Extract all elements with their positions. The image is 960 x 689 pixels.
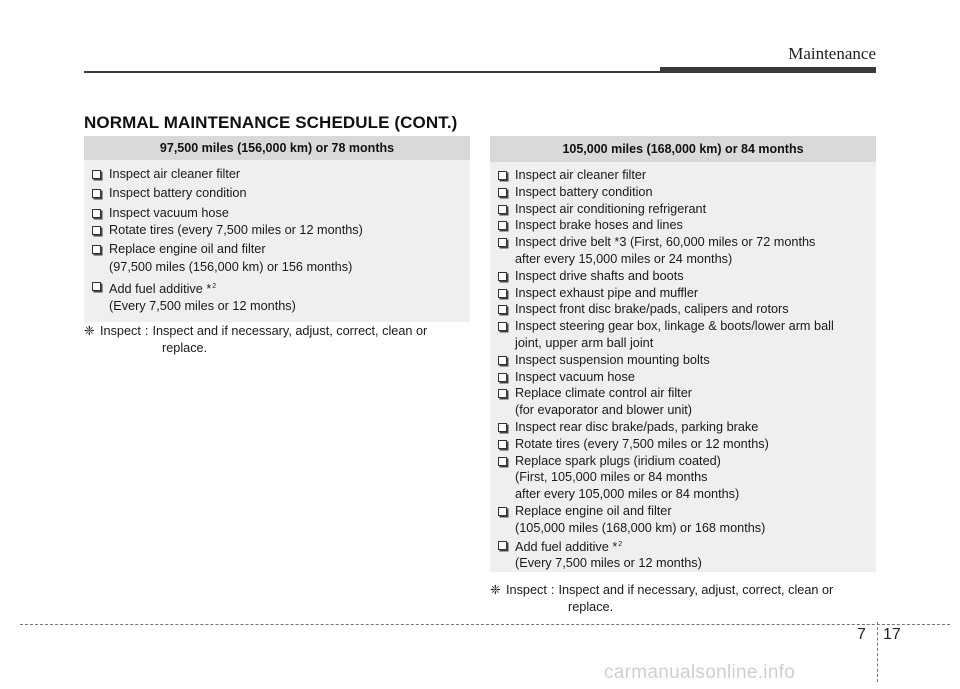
legend-description-cont: replace. bbox=[568, 600, 614, 614]
item-text: Inspect brake hoses and lines bbox=[515, 218, 683, 233]
item-text: Inspect exhaust pipe and muffler bbox=[515, 285, 699, 300]
panel-body bbox=[490, 162, 876, 572]
checkbox-icon bbox=[498, 238, 507, 247]
item-text: Inspect battery condition bbox=[515, 184, 653, 199]
item-text: Inspect battery condition bbox=[109, 186, 247, 201]
checklist-item bbox=[498, 201, 868, 218]
item-text: Inspect front disc brake/pads, calipers and rotors bbox=[515, 302, 789, 317]
checkbox-icon bbox=[498, 389, 507, 398]
checklist-item bbox=[498, 352, 868, 369]
item-text: Inspect drive belt *3 (First, 60,000 miles or 72 months bbox=[515, 235, 816, 250]
item-subtext: (97,500 miles (156,000 km) or 156 months) bbox=[109, 259, 353, 274]
checklist-item bbox=[498, 503, 868, 537]
legend-description-cont: replace. bbox=[162, 341, 208, 355]
checkbox-icon bbox=[498, 507, 507, 516]
checklist-item bbox=[498, 167, 868, 184]
item-subtext: (Every 7,500 miles or 12 months) bbox=[109, 299, 296, 314]
page-number: 17 bbox=[883, 626, 901, 643]
checkbox-icon bbox=[92, 282, 101, 291]
checkbox-icon bbox=[498, 322, 507, 331]
legend-term: Inspect bbox=[100, 324, 141, 338]
item-text: Add fuel additive * bbox=[515, 539, 618, 554]
item-text: Inspect suspension mounting bolts bbox=[515, 352, 710, 367]
checkbox-icon bbox=[498, 373, 507, 382]
checkbox-icon bbox=[92, 189, 101, 198]
item-text: Inspect vacuum hose bbox=[515, 369, 635, 384]
checkbox-icon bbox=[498, 289, 507, 298]
checkbox-icon bbox=[498, 423, 507, 432]
checklist-item bbox=[498, 436, 868, 453]
checklist-item bbox=[498, 385, 868, 419]
checklist-item bbox=[92, 166, 462, 183]
inspect-legend bbox=[490, 582, 876, 616]
checklist-item bbox=[498, 419, 868, 436]
item-subtext: (for evaporator and blower unit) bbox=[515, 403, 693, 418]
item-text: Replace engine oil and filter bbox=[109, 242, 266, 257]
item-text: Rotate tires (every 7,500 miles or 12 months) bbox=[109, 222, 363, 237]
item-subtext: (First, 105,000 miles or 84 months bbox=[515, 470, 708, 485]
inspect-legend bbox=[84, 323, 470, 357]
legend-symbol-icon: ❈ bbox=[84, 324, 95, 338]
item-subtext: (Every 7,500 miles or 12 months) bbox=[515, 556, 702, 571]
item-subtext: joint, upper arm ball joint bbox=[515, 335, 654, 350]
header-rule bbox=[84, 71, 660, 73]
checklist-item bbox=[92, 205, 462, 222]
item-text: Inspect drive shafts and boots bbox=[515, 268, 684, 283]
item-text: Inspect air conditioning refrigerant bbox=[515, 201, 707, 216]
schedule-panel-105000 bbox=[490, 136, 876, 572]
header-rule-accent bbox=[660, 67, 876, 73]
checklist-item bbox=[92, 241, 462, 275]
footnote-marker: 2 bbox=[618, 540, 623, 548]
legend-colon: : bbox=[144, 324, 149, 338]
chapter-number: 7 bbox=[857, 626, 866, 643]
checkbox-icon bbox=[92, 226, 101, 235]
checkbox-icon bbox=[498, 188, 507, 197]
legend-colon: : bbox=[550, 583, 555, 597]
checklist-item bbox=[498, 369, 868, 386]
checklist-item bbox=[498, 537, 868, 573]
item-text: Inspect air cleaner filter bbox=[109, 167, 241, 181]
checklist-item bbox=[498, 234, 868, 268]
checkbox-icon bbox=[498, 272, 507, 281]
checkbox-icon bbox=[498, 221, 507, 230]
item-text: Inspect steering gear box, linkage & boots/lower arm ball bbox=[515, 319, 834, 334]
item-text: Inspect vacuum hose bbox=[109, 205, 229, 220]
item-subtext: after every 105,000 miles or 84 months) bbox=[515, 487, 740, 502]
checklist-item bbox=[498, 453, 868, 503]
checklist-item bbox=[92, 185, 462, 202]
checklist-item bbox=[498, 301, 868, 318]
panel-body bbox=[84, 160, 470, 322]
checkbox-icon bbox=[498, 171, 507, 180]
item-subtext: (105,000 miles (168,000 km) or 168 months) bbox=[515, 520, 766, 535]
checklist-item bbox=[92, 222, 462, 239]
panel-heading: 105,000 miles (168,000 km) or 84 months bbox=[490, 136, 876, 162]
panel-heading: 97,500 miles (156,000 km) or 78 months bbox=[84, 136, 470, 160]
legend-description: Inspect and if necessary, adjust, correct, clean or bbox=[558, 583, 834, 597]
legend-term: Inspect bbox=[506, 583, 547, 597]
legend-symbol-icon: ❈ bbox=[490, 583, 501, 597]
checklist-item bbox=[498, 268, 868, 285]
checkbox-icon bbox=[498, 356, 507, 365]
checkbox-icon bbox=[498, 457, 507, 466]
checklist-item bbox=[498, 217, 868, 234]
item-text: Inspect rear disc brake/pads, parking brake bbox=[515, 419, 759, 434]
checkbox-icon bbox=[92, 209, 101, 218]
checklist-item bbox=[498, 184, 868, 201]
checkbox-icon bbox=[498, 305, 507, 314]
legend-description: Inspect and if necessary, adjust, correct, clean or bbox=[152, 324, 428, 338]
item-text: Replace engine oil and filter bbox=[515, 503, 672, 518]
footer-rule bbox=[20, 624, 950, 625]
checkbox-icon bbox=[498, 205, 507, 214]
item-subtext: after every 15,000 miles or 24 months) bbox=[515, 251, 733, 266]
checkbox-icon bbox=[498, 541, 507, 550]
item-text: Replace spark plugs (iridium coated) bbox=[515, 453, 721, 468]
section-title: NORMAL MAINTENANCE SCHEDULE (CONT.) bbox=[84, 113, 458, 132]
footnote-marker: 2 bbox=[212, 282, 217, 290]
item-text: Add fuel additive * bbox=[109, 281, 212, 296]
checklist-item bbox=[92, 278, 462, 315]
item-text: Inspect air cleaner filter bbox=[515, 168, 647, 182]
checklist-item bbox=[498, 318, 868, 352]
checkbox-icon bbox=[92, 170, 101, 179]
checkbox-icon bbox=[92, 245, 101, 254]
footer-divider bbox=[877, 622, 878, 682]
watermark: carmanualsonline.info bbox=[604, 662, 796, 683]
header-title: Maintenance bbox=[788, 44, 876, 63]
item-text: Replace climate control air filter bbox=[515, 386, 692, 401]
checkbox-icon bbox=[498, 440, 507, 449]
checklist-item bbox=[498, 285, 868, 302]
item-text: Rotate tires (every 7,500 miles or 12 months) bbox=[515, 436, 769, 451]
schedule-panel-97500 bbox=[84, 136, 470, 322]
